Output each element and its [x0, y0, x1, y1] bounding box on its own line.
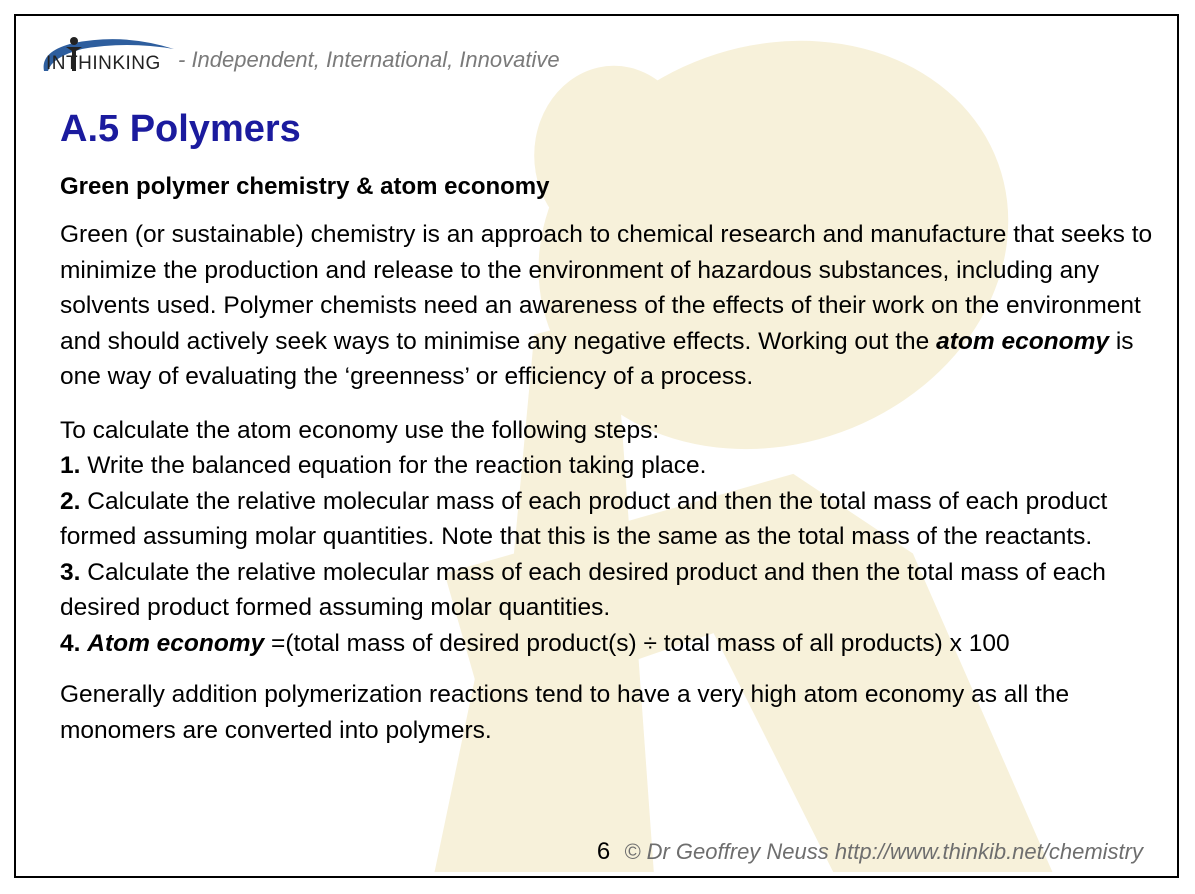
- intro-paragraph: [60, 217, 1160, 395]
- footer: [597, 838, 1143, 866]
- steps-paragraph: [60, 413, 1160, 662]
- step-1: [60, 448, 1160, 484]
- slide: [14, 14, 1179, 878]
- step-number: 2.: [60, 487, 81, 515]
- step-text: =(total mass of desired product(s) ÷ total mass of all products) x 100: [264, 629, 1010, 657]
- step-number: 4.: [60, 629, 81, 657]
- section-subtitle: Green polymer chemistry & atom economy: [60, 173, 550, 200]
- step-4: [60, 626, 1160, 662]
- step-text: Calculate the relative molecular mass of each product and then the total mass of each product formed assuming molar quantities. Note that this is the same as the total mass of the reactants.: [60, 487, 1108, 550]
- atom-economy-emphasis: atom economy: [936, 327, 1110, 355]
- conclusion-paragraph: Generally addition polymerization reactions tend to have a very high atom economy as all the monomers are converted into polymers.: [60, 681, 1070, 744]
- header: [34, 26, 560, 86]
- step-3: [60, 555, 1160, 626]
- step-2: [60, 484, 1160, 555]
- step-text: Write the balanced equation for the reaction taking place.: [80, 452, 707, 479]
- logo-text: INTHINKING: [46, 53, 161, 74]
- intro-text-1: Green (or sustainable) chemistry is an approach to chemical research and manufacture that seeks to minimize the production and release to the environment of hazardous substances, including any solvents used. Polymer chemists need an awareness of the effects of their work on the environment and should actively seek ways to minimise any negative effects. Working out the: [60, 221, 1153, 355]
- intro-text-2: is one way of evaluating the ‘greenness’ or efficiency of a process.: [60, 327, 1134, 390]
- step-number: 3.: [60, 558, 81, 586]
- tagline: - Independent, International, Innovative: [178, 47, 560, 72]
- step-emphasis: Atom economy: [87, 629, 265, 657]
- page-title: A.5 Polymers: [60, 108, 301, 150]
- step-number: 1.: [60, 452, 81, 479]
- steps-intro: To calculate the atom economy use the following steps:: [60, 416, 660, 444]
- step-text: Calculate the relative molecular mass of each desired product and then the total mass of each desired product formed assuming molar quantities.: [60, 558, 1106, 621]
- page-number: 6: [596, 838, 611, 865]
- inthinking-logo: [34, 31, 174, 81]
- content: [60, 108, 1160, 748]
- copyright-text: © Dr Geoffrey Neuss http://www.thinkib.net/chemistry: [624, 839, 1143, 864]
